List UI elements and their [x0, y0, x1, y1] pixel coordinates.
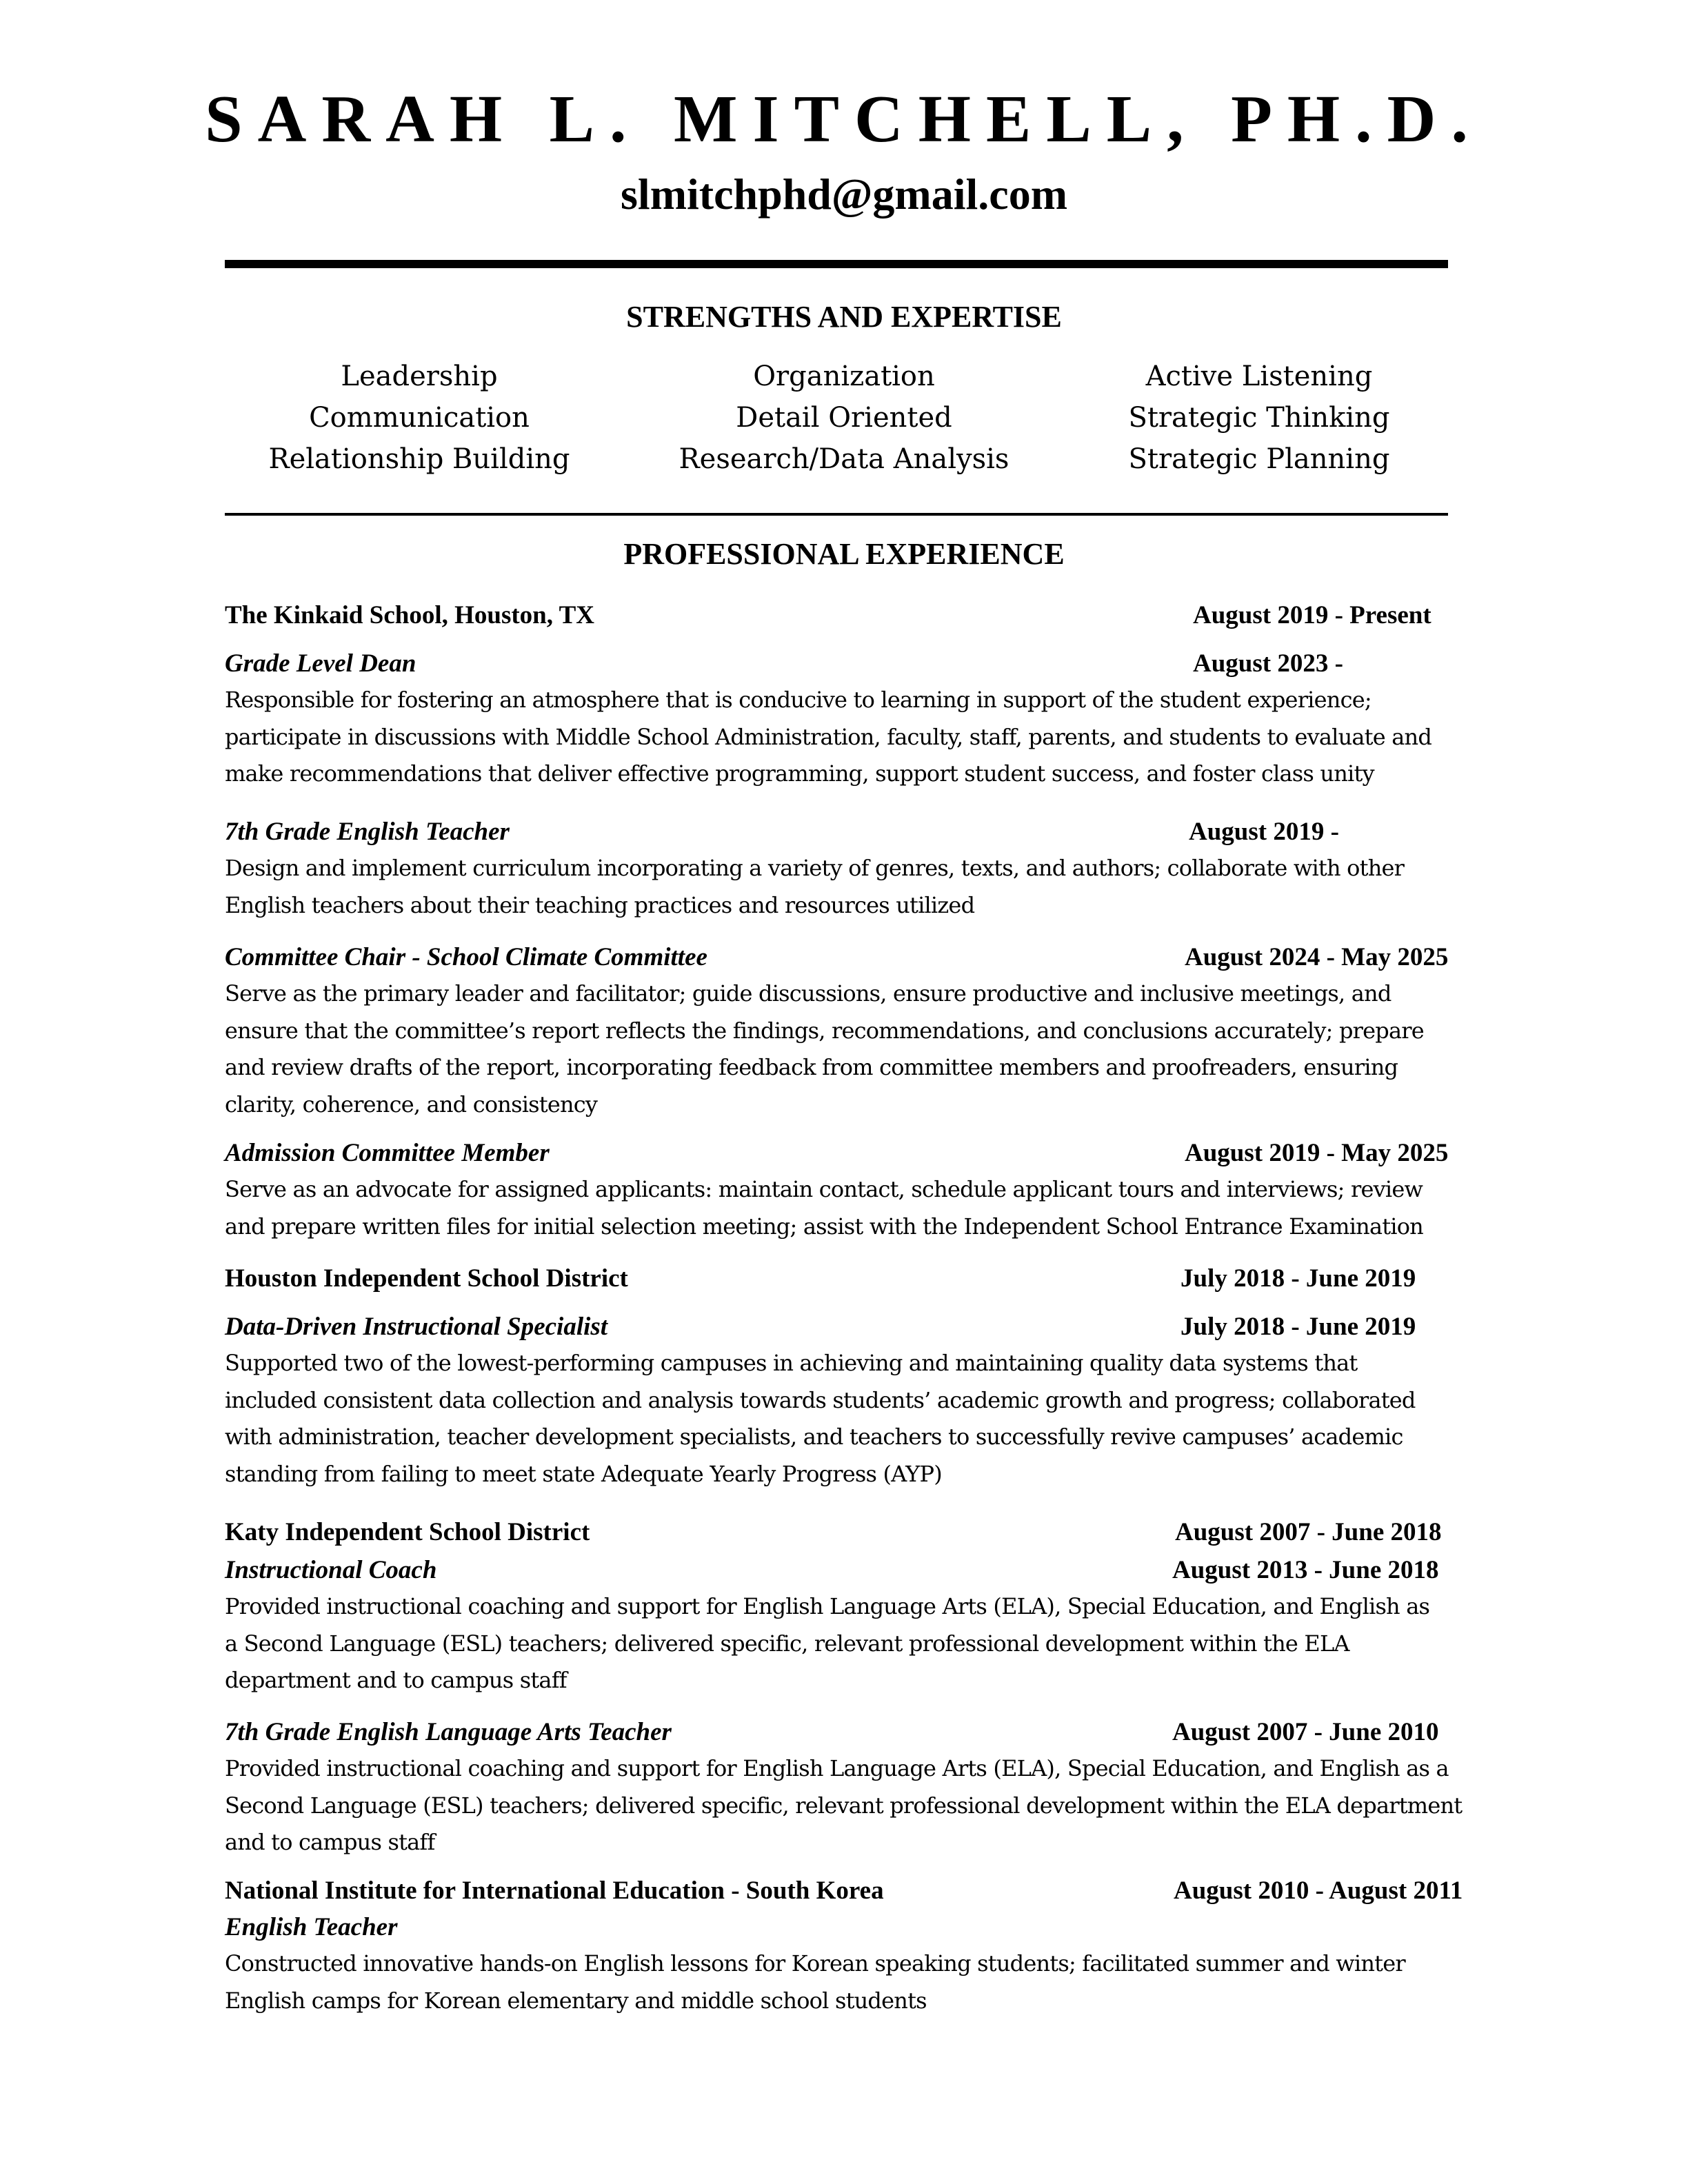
- role-dates: August 2019 - May 2025: [1185, 1139, 1449, 1167]
- role-dates: August 2019 -: [1189, 818, 1339, 846]
- job-title: 7th Grade English Language Arts Teacher: [225, 1718, 672, 1746]
- employer-name: National Institute for International Education - South Korea: [225, 1877, 884, 1905]
- role-description: Provided instructional coaching and support for English Language Arts (ELA), Special Education, and English as a Second Language (ESL) teachers; delivered specific, relevant professional development within the ELA department and to campus staff: [225, 1593, 1430, 1693]
- role-description: Supported two of the lowest-performing campuses in achieving and maintaining quality data systems that included consistent data collection and analysis towards students’ academic growth and progress; collaborated with administration, teacher development specialists, and teachers to successfully revive campuses’ academic standing from failing to meet state Adequate Yearly Progress (AYP): [225, 1350, 1416, 1487]
- strengths-heading: STRENGTHS AND EXPERTISE: [626, 300, 1062, 334]
- employer-name: Houston Independent School District: [225, 1264, 628, 1293]
- role-dates: August 2024 - May 2025: [1185, 943, 1449, 971]
- role-description: Constructed innovative hands-on English lessons for Korean speaking students; facilitated summer and winter English camps for Korean elementary and middle school students: [225, 1950, 1405, 2014]
- job-title: 7th Grade English Teacher: [225, 818, 510, 846]
- job-title: Committee Chair - School Climate Committee: [225, 943, 707, 971]
- strength-item: Leadership: [341, 361, 498, 392]
- strength-item: Strategic Planning: [1128, 443, 1390, 475]
- role-description: Provided instructional coaching and support for English Language Arts (ELA), Special Education, and English as a Second Language (ESL) teachers; delivered specific, relevant professional development within the ELA department and to campus staff: [225, 1755, 1463, 1855]
- strength-item: Relationship Building: [268, 443, 570, 475]
- email-address: slmitchphd@gmail.com: [621, 170, 1067, 219]
- job-title: Admission Committee Member: [225, 1139, 550, 1167]
- employer-name: The Kinkaid School, Houston, TX: [225, 601, 594, 629]
- job-title: English Teacher: [225, 1913, 398, 1941]
- employment-dates: August 2019 - Present: [1193, 601, 1431, 629]
- header-divider: [225, 260, 1448, 268]
- role-description: Serve as an advocate for assigned applicants: maintain contact, schedule applicant tours and interviews; review and prepare written files for initial selection meeting; assist with the Independent School Entrance Examination: [225, 1176, 1423, 1240]
- section-divider: [225, 513, 1448, 516]
- job-title: Data-Driven Instructional Specialist: [225, 1313, 608, 1341]
- role-dates: August 2007 - June 2010: [1172, 1718, 1439, 1746]
- role-description: Responsible for fostering an atmosphere that is conducive to learning in support of the student experience; participate in discussions with Middle School Administration, faculty, staff, parents, and students to evaluate and make recommendations that deliver effective programming, support student success, and foster class unity: [225, 687, 1432, 787]
- resume-name: SARAH L. MITCHELL, PH.D.: [205, 82, 1483, 156]
- strength-item: Detail Oriented: [736, 402, 952, 434]
- strength-item: Organization: [753, 361, 935, 392]
- strength-item: Active Listening: [1145, 361, 1373, 392]
- employment-dates: August 2010 - August 2011: [1174, 1877, 1463, 1905]
- job-title: Instructional Coach: [225, 1556, 437, 1584]
- strengths-column-3: [1018, 356, 1500, 480]
- role-description: Design and implement curriculum incorporating a variety of genres, texts, and authors; collaborate with other English teachers about their teaching practices and resources utilized: [225, 855, 1405, 918]
- role-dates: July 2018 - June 2019: [1180, 1313, 1416, 1341]
- strength-item: Communication: [309, 402, 530, 434]
- role-dates: August 2023 -: [1193, 649, 1343, 678]
- job-title: Grade Level Dean: [225, 649, 416, 678]
- role-description: Serve as the primary leader and facilitator; guide discussions, ensure productive and inclusive meetings, and ensure that the committee’s report reflects the findings, recommendations, and conclusions accurately; prepare and review drafts of the report, incorporating feedback from committee members and proofreaders, ensuring clarity, coherence, and consistency: [225, 980, 1424, 1118]
- experience-heading: PROFESSIONAL EXPERIENCE: [623, 537, 1065, 571]
- strength-item: Research/Data Analysis: [679, 443, 1009, 475]
- strengths-column-1: [178, 356, 661, 480]
- strength-item: Strategic Thinking: [1128, 402, 1390, 434]
- employer-name: Katy Independent School District: [225, 1518, 590, 1546]
- strengths-column-2: [603, 356, 1085, 480]
- employment-dates: July 2018 - June 2019: [1180, 1264, 1416, 1293]
- employment-dates: August 2007 - June 2018: [1175, 1518, 1442, 1546]
- role-dates: August 2013 - June 2018: [1172, 1556, 1439, 1584]
